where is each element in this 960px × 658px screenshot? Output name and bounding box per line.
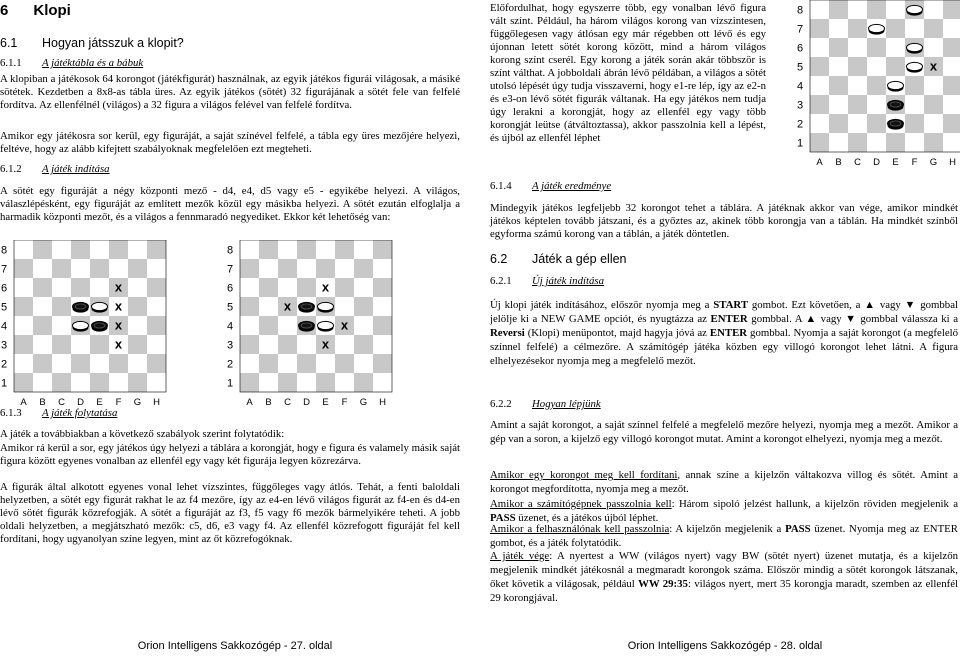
paragraph: Amikor rá kerül a sor, egy játékos úgy helyezi a táblára a korongját, hogy e figura és valamely másik saját figura között egyenes vonalban az ellenfél egy vagy két figurája legyen közrezárva.	[0, 442, 460, 467]
light-piece	[869, 24, 885, 34]
board-square	[33, 240, 52, 259]
dark-piece	[888, 119, 904, 129]
rank-label: 6	[797, 42, 804, 55]
board-square	[373, 354, 392, 373]
move-mark: x	[114, 279, 123, 295]
board-square	[52, 278, 71, 297]
board-square	[316, 373, 335, 392]
board-square	[943, 19, 960, 38]
board-square	[905, 95, 924, 114]
board-square	[33, 316, 52, 335]
page-footer: Orion Intelligens Sakkozógép - 28. oldal	[627, 640, 823, 652]
file-label: A	[246, 397, 253, 408]
rank-label: 2	[1, 358, 8, 371]
board-square	[240, 373, 259, 392]
board-square	[240, 354, 259, 373]
board-square	[147, 240, 166, 259]
section-title: A játék indítása	[42, 163, 110, 175]
board-square	[373, 335, 392, 354]
board-square	[278, 259, 297, 278]
section-title: A játéktábla és a bábuk	[42, 57, 144, 69]
rank-label: 8	[797, 4, 804, 17]
rank-label: 4	[227, 320, 234, 333]
rank-label: 7	[227, 263, 234, 276]
chessboard	[796, 0, 960, 170]
board-square	[810, 133, 829, 152]
rank-label: 7	[797, 23, 804, 36]
board-square	[278, 240, 297, 259]
board-square	[90, 240, 109, 259]
board-square	[14, 335, 33, 354]
board-square	[90, 259, 109, 278]
board-square	[924, 19, 943, 38]
board-square	[848, 0, 867, 19]
board-square	[886, 38, 905, 57]
board-square	[354, 278, 373, 297]
board-square	[810, 114, 829, 133]
board-square	[943, 38, 960, 57]
rank-label: 5	[797, 61, 804, 74]
chapter-title: Klopi	[33, 2, 71, 19]
board-square	[905, 133, 924, 152]
section-6-1-heading	[0, 36, 184, 50]
file-label: D	[77, 397, 84, 408]
dark-piece	[73, 302, 89, 312]
board-square	[278, 316, 297, 335]
rank-label: 6	[227, 282, 234, 295]
board-square	[354, 297, 373, 316]
section-6-2-1-heading	[490, 275, 604, 287]
rank-label: 3	[1, 339, 8, 352]
board-square	[829, 133, 848, 152]
section-number: 6.2.1	[490, 275, 512, 287]
section-6-1-4-heading	[490, 180, 611, 192]
file-label: G	[133, 397, 142, 408]
board-square	[810, 57, 829, 76]
file-label: C	[58, 397, 65, 408]
section-6-2-heading	[490, 252, 627, 266]
board-square	[240, 335, 259, 354]
board-square	[33, 373, 52, 392]
file-label: F	[115, 397, 122, 408]
board-square	[297, 278, 316, 297]
board-square	[848, 57, 867, 76]
section-number: 6.1	[0, 36, 18, 50]
board-square	[354, 259, 373, 278]
page-footer: Orion Intelligens Sakkozógép - 27. oldal	[137, 640, 333, 652]
board-square	[886, 57, 905, 76]
paragraph: Új klopi játék indításához, először nyomja meg a START gombot. Ezt követően, a ▲ vagy ▼ gombbal jelölje ki a NEW GAME opciót, és nyugtázza az ENTER gombbal. A ▲ vagy ▼ gombbal válassza ki a Reversi (Klopi) menüpontot, majd hagyja jóvá az ENTER gombbal. Nyomja a saját korongot (a megfelelő színnel felfelé) a célmezőre. A számítógép játéka közben egy villogó korongot lehet látni. A figura elhelyezésekor nyomja meg a megfelelő mezőt.	[490, 299, 959, 367]
board-square	[354, 335, 373, 354]
board-square	[297, 240, 316, 259]
move-mark: x	[929, 58, 938, 74]
board-square	[943, 95, 960, 114]
board-square	[128, 354, 147, 373]
board-square	[316, 354, 335, 373]
board-square	[240, 297, 259, 316]
board-square	[943, 57, 960, 76]
board-square	[71, 373, 90, 392]
board-square	[33, 354, 52, 373]
board-square	[147, 297, 166, 316]
board-square	[829, 19, 848, 38]
paragraph: Amikor egy korongot meg kell fordítani, annak színe a kijelzőn váltakozva villog és sötét. Amint a korongot megfordította, nyomja meg a mezőt.	[490, 469, 958, 495]
rank-label: 6	[1, 282, 8, 295]
board-square	[128, 240, 147, 259]
light-piece	[888, 81, 904, 91]
board-square	[240, 240, 259, 259]
board-square	[109, 354, 128, 373]
board-square	[867, 133, 886, 152]
board-square	[335, 373, 354, 392]
rank-label: 8	[1, 244, 8, 257]
board-square	[52, 335, 71, 354]
board-square	[810, 0, 829, 19]
board-square	[886, 19, 905, 38]
paragraph: A figurák által alkotott egyenes vonal lehet vízszintes, függőleges vagy átlós. Tehát, a fenti baloldali helyzetben, a sötét egy figurát rakhat le az f4 mezőre, így az e4-en lévő világos figurát az f4-en és d4-en lévő sötét figurák kőzrefogják. A sötét a figuráját az f3, f5 vagy f6 mezők bármelyikére teheti. A jobb oldali helyzetben, a megjátszható mezők: c5, d6, e3 vagy f4. Az ellenfél közrefogott figuráját fel kell fordítani, hogy ugyanolyan színe legyen, mint az őt közrefogóknak.	[0, 481, 460, 545]
board-square	[810, 95, 829, 114]
board-square	[943, 133, 960, 152]
board-square	[71, 278, 90, 297]
board-square	[867, 95, 886, 114]
section-number: 6.2.2	[490, 398, 512, 410]
rank-label: 1	[797, 137, 804, 150]
board-square	[373, 297, 392, 316]
board-square	[128, 373, 147, 392]
board-square	[278, 278, 297, 297]
rank-label: 5	[227, 301, 234, 314]
file-label: D	[873, 157, 880, 168]
board-square	[52, 373, 71, 392]
section-title: A játék eredménye	[532, 180, 612, 192]
file-label: E	[892, 157, 899, 168]
board-square	[297, 354, 316, 373]
board-square	[810, 76, 829, 95]
board-square	[33, 335, 52, 354]
board-square	[52, 240, 71, 259]
section-6-1-2-heading	[0, 163, 110, 175]
board-square	[354, 316, 373, 335]
board-square	[924, 95, 943, 114]
board-square	[240, 259, 259, 278]
light-piece	[318, 321, 334, 331]
rank-label: 2	[227, 358, 234, 371]
board-square	[848, 133, 867, 152]
board-square	[867, 114, 886, 133]
board-square	[316, 259, 335, 278]
board-square	[14, 316, 33, 335]
chessboard	[0, 240, 168, 410]
section-6-2-2-heading	[490, 398, 601, 410]
move-mark: x	[114, 298, 123, 314]
board-square	[128, 278, 147, 297]
board-square	[259, 278, 278, 297]
board-square	[14, 259, 33, 278]
file-label: G	[359, 397, 368, 408]
board-square	[848, 38, 867, 57]
board-square	[52, 354, 71, 373]
board-square	[943, 0, 960, 19]
paragraph: Mindegyik játékos legfeljebb 32 korongot tehet a táblára. A játéknak akkor van vége, amikor mindkét játékos képtelen tovább játszani, és a győztes az, akinek több korongja van a táblán. Ha mindkét színből egyforma számú korong van a táblán, a játék döntetlen.	[490, 202, 958, 240]
rank-label: 5	[1, 301, 8, 314]
board-square	[259, 259, 278, 278]
section-title: Hogyan játsszuk a klopit?	[42, 36, 184, 50]
section-title: Játék a gép ellen	[532, 252, 627, 266]
left-page	[0, 0, 470, 658]
file-label: D	[303, 397, 310, 408]
board-square	[924, 38, 943, 57]
file-label: E	[322, 397, 329, 408]
board-square	[259, 240, 278, 259]
board-square	[259, 373, 278, 392]
board-square	[335, 335, 354, 354]
file-label: A	[20, 397, 27, 408]
board-square	[335, 240, 354, 259]
board-square	[259, 335, 278, 354]
board-square	[316, 240, 335, 259]
board-square	[297, 373, 316, 392]
paragraph: Előfordulhat, hogy egyszerre több, egy vonalban lévő figura vált színt. Például, ha három világos korong van vízszintesen, függőlegesen vagy átlósan egy már régebben ott lévő és egy újonnan letett sötét korong között, mind a három világos korong színt cserél. Egy korong a játék során akár többször is színt válthat. A jobboldali ábrán lévő példában, a világos a sötét utolsó lépését úgy tudja visszaverni, hogy e1-re lép, így az e2-n és e3-on lévő sötét figurák váltanak. Ha egy játékos nem tudja úgy lerakni a korongját, hogy az ellenfél egy vagy több korongját leütse (átváltoztassa), akkor passzolnia kell a lépést, és újból az ellenfél léphet	[490, 2, 766, 144]
move-mark: x	[114, 336, 123, 352]
section-number: 6.2	[490, 252, 508, 266]
paragraph: A játék a továbbiakban a következő szabályok szerint folytatódik:	[0, 428, 285, 440]
board-square	[335, 354, 354, 373]
file-label: H	[153, 397, 160, 408]
board-square	[147, 373, 166, 392]
board-square	[33, 278, 52, 297]
move-mark: x	[340, 317, 349, 333]
board-square	[14, 278, 33, 297]
file-label: E	[96, 397, 103, 408]
section-number: 6.1.2	[0, 163, 22, 175]
file-label: F	[911, 157, 918, 168]
rank-label: 7	[1, 263, 8, 276]
board-square	[829, 0, 848, 19]
board-square	[335, 297, 354, 316]
board-square	[848, 76, 867, 95]
board-square	[373, 316, 392, 335]
board-square	[297, 335, 316, 354]
board-square	[71, 354, 90, 373]
board-square	[924, 0, 943, 19]
rank-label: 1	[1, 377, 8, 390]
board-square	[867, 38, 886, 57]
light-piece	[73, 321, 89, 331]
section-number: 6.1.4	[490, 180, 512, 192]
file-label: H	[949, 157, 956, 168]
board-square	[373, 240, 392, 259]
board-square	[924, 133, 943, 152]
board-square	[109, 373, 128, 392]
move-mark: x	[283, 298, 292, 314]
file-label: B	[39, 397, 46, 408]
paragraph: Amint a saját korongot, a saját színnel felfelé a megfelelő mezőre helyezi, nyomja meg a mezőt. Amikor a gép van a soron, a kijelző egy villogó korongot mutat. Amint a korongot elhelyezi, nyomja meg a mezőt.	[490, 419, 958, 445]
board-diagram-right	[796, 0, 960, 170]
board-square	[14, 297, 33, 316]
board-square	[829, 95, 848, 114]
board-square	[14, 373, 33, 392]
board-square	[335, 278, 354, 297]
board-square	[354, 373, 373, 392]
board-square	[810, 38, 829, 57]
board-square	[278, 335, 297, 354]
chapter-number: 6	[0, 2, 9, 19]
board-square	[259, 297, 278, 316]
file-label: C	[284, 397, 291, 408]
board-square	[128, 335, 147, 354]
board-square	[373, 259, 392, 278]
board-square	[867, 76, 886, 95]
board-square	[905, 19, 924, 38]
board-square	[109, 259, 128, 278]
file-label: H	[379, 397, 386, 408]
board-square	[829, 38, 848, 57]
board-square	[259, 316, 278, 335]
board-square	[886, 133, 905, 152]
move-mark: x	[321, 279, 330, 295]
section-6-1-1-heading	[0, 57, 143, 69]
board-square	[52, 297, 71, 316]
board-square	[354, 354, 373, 373]
section-title: Új játék indítása	[532, 275, 604, 287]
board-square	[240, 316, 259, 335]
paragraph: A játék vége: A nyertest a WW (világos nyert) vagy BW (sötét nyert) üzenet mutatja, és a kijelzőn megjelenik mindkét játékosnál a megmaradt korongok száma. Először mindig a sötét korongok látszanak, őket követik a világosak, például WW 29:35: világos nyert, mert 35 korongja maradt, szemben az ellenfél 29 korongjával.	[490, 550, 959, 604]
file-label: C	[854, 157, 861, 168]
board-square	[373, 278, 392, 297]
board-square	[90, 373, 109, 392]
board-square	[33, 259, 52, 278]
board-square	[924, 114, 943, 133]
file-label: B	[265, 397, 272, 408]
rank-label: 2	[797, 118, 804, 131]
board-square	[147, 335, 166, 354]
section-title: Hogyan lépjünk	[532, 398, 601, 410]
section-6-1-3-heading	[0, 407, 117, 419]
board-square	[52, 316, 71, 335]
rank-label: 8	[227, 244, 234, 257]
dark-piece	[92, 321, 108, 331]
board-square	[147, 316, 166, 335]
board-square	[278, 373, 297, 392]
board-square	[905, 114, 924, 133]
light-piece	[92, 302, 108, 312]
board-diagram-left	[0, 240, 168, 410]
dark-piece	[299, 321, 315, 331]
board-square	[278, 354, 297, 373]
board-square	[297, 259, 316, 278]
board-square	[867, 0, 886, 19]
board-square	[867, 57, 886, 76]
move-mark: x	[321, 336, 330, 352]
board-square	[128, 297, 147, 316]
board-square	[71, 240, 90, 259]
board-square	[848, 95, 867, 114]
board-square	[335, 259, 354, 278]
board-square	[943, 76, 960, 95]
rank-label: 4	[1, 320, 8, 333]
move-mark: x	[114, 317, 123, 333]
paragraph: A sötét egy figuráját a négy központi mező - d4, e4, d5 vagy e5 - egyikébe helyezi. A világos, válaszlépésként, egy figuráját az említett mezők közül egy másikba helyezi. A sötét ezután elfoglalja a harmadik központi mezőt, és a világos a fennmaradó negyediket. Ekkor két lehetőség van:	[0, 185, 460, 223]
board-square	[109, 240, 128, 259]
board-square	[810, 19, 829, 38]
board-square	[128, 259, 147, 278]
board-square	[128, 316, 147, 335]
rank-label: 3	[227, 339, 234, 352]
board-square	[14, 354, 33, 373]
light-piece	[907, 43, 923, 53]
file-label: G	[929, 157, 938, 168]
rank-label: 3	[797, 99, 804, 112]
rank-label: 4	[797, 80, 804, 93]
board-square	[848, 19, 867, 38]
chessboard	[226, 240, 394, 410]
dark-piece	[888, 100, 904, 110]
section-title: A játék folytatása	[42, 407, 118, 419]
board-square	[33, 297, 52, 316]
board-square	[886, 0, 905, 19]
file-label: F	[341, 397, 348, 408]
file-label: A	[816, 157, 823, 168]
paragraph: Amikor egy játékosra sor kerül, egy figuráját, a saját színével felfelé, a tábla egy üres mezőjére helyezi, feltéve, hogy az alább kifejtett szabályoknak megfelelően ezt megteheti.	[0, 130, 460, 155]
board-square	[71, 335, 90, 354]
section-number: 6.1.1	[0, 57, 22, 69]
board-square	[147, 278, 166, 297]
board-square	[240, 278, 259, 297]
board-square	[52, 259, 71, 278]
paragraph: Amikor a számítógépnek passzolnia kell: Három sipoló jelzést hallunk, a kijelzőn röviden megjelenik a PASS üzenet, és a játékos újból léphet.	[490, 498, 958, 524]
board-square	[71, 259, 90, 278]
board-square	[354, 240, 373, 259]
file-label: B	[835, 157, 842, 168]
board-square	[90, 335, 109, 354]
board-square	[147, 354, 166, 373]
light-piece	[907, 62, 923, 72]
board-square	[147, 259, 166, 278]
light-piece	[318, 302, 334, 312]
board-square	[924, 76, 943, 95]
board-square	[905, 76, 924, 95]
board-square	[829, 114, 848, 133]
light-piece	[907, 5, 923, 15]
board-square	[90, 354, 109, 373]
section-number: 6.1.3	[0, 407, 22, 419]
paragraph: A klopiban a játékosok 64 korongot (játékfigurát) használnak, az egyik játékos figurái világosak, a másiké sötétek. Kezdetben a 8x8-as tábla üres. Az egyik játékos (sötét) 32 figurájának a sötét fele van felfelé fordítva. Az ellenfélnél (világos) a 32 figura a világos felével van felfelé fordítva.	[0, 73, 460, 111]
board-diagram-middle	[226, 240, 394, 410]
board-square	[90, 278, 109, 297]
board-square	[829, 57, 848, 76]
right-page	[490, 0, 960, 658]
rank-label: 1	[227, 377, 234, 390]
paragraph: Amikor a felhasználónak kell passzolnia: A kijelzőn megjelenik a PASS üzenet. Nyomja meg az ENTER gombot, és a játék folytatódik.	[490, 523, 958, 549]
board-square	[259, 354, 278, 373]
chapter-heading	[0, 2, 71, 19]
board-square	[373, 373, 392, 392]
dark-piece	[299, 302, 315, 312]
board-square	[848, 114, 867, 133]
board-square	[943, 114, 960, 133]
board-square	[829, 76, 848, 95]
board-square	[14, 240, 33, 259]
